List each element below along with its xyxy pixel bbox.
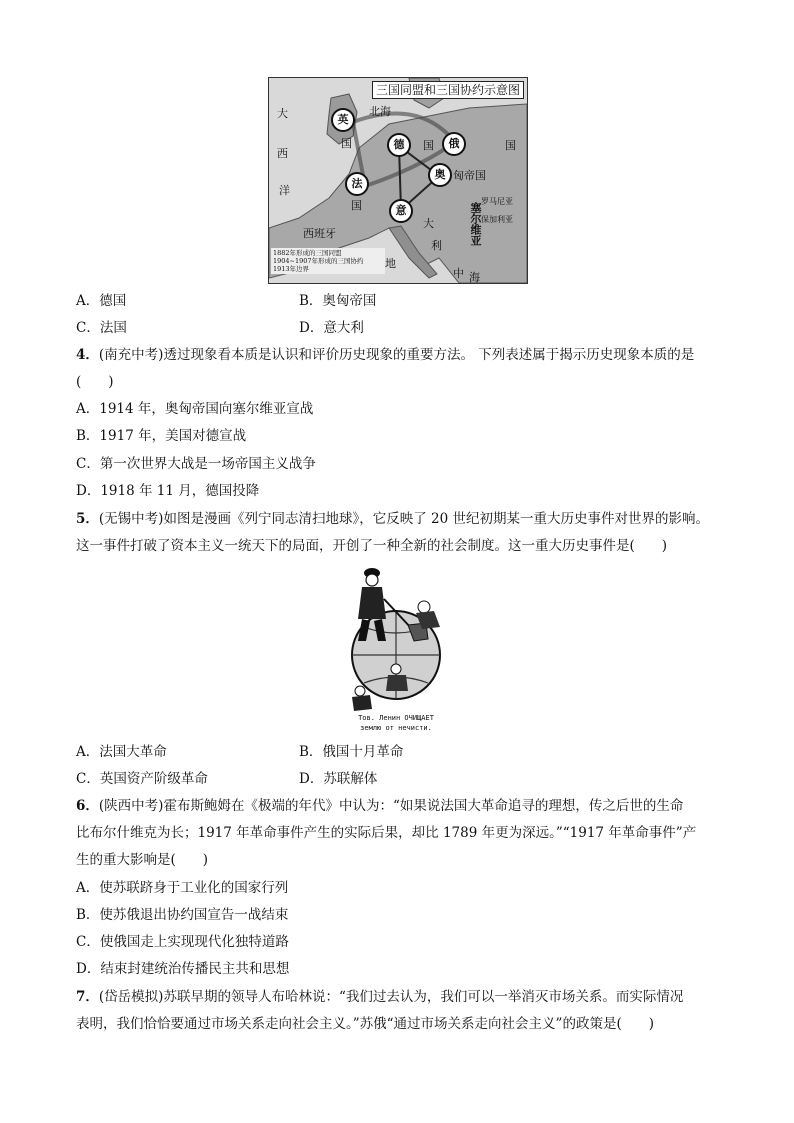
q6-option-a[interactable]: A．使苏联跻身于工业化的国家行列: [76, 880, 289, 896]
q7-stem-text: (岱岳模拟)苏联早期的领导人布哈林说：“我们过去认为，我们可以一举消灭市场关系。而实际情况: [98, 989, 684, 1005]
q6-option-b[interactable]: B．使苏俄退出协约国宣告一战结束: [76, 907, 289, 923]
q3-option-a[interactable]: A．德国: [76, 293, 127, 309]
alliance-map-figure: [268, 77, 528, 284]
q5-option-a[interactable]: A．法国大革命: [76, 744, 167, 760]
map-label-da: 大: [277, 107, 288, 120]
north-sea-label: 北海: [369, 105, 391, 118]
cartoon-caption-line1: Тов. Ленин ОЧИЩАЕТ: [358, 714, 434, 722]
italy-marker: 意: [389, 199, 413, 223]
russia-marker: 俄: [442, 132, 466, 156]
map-label-romania: 罗马尼亚: [481, 197, 513, 206]
q6-stem-text: (陕西中考)霍布斯鲍姆在《极端的年代》中认为：“如果说法国大革命追寻的理想，传之后世的生命: [98, 798, 684, 814]
q7-stem-line2: 表明，我们恰恰要通过市场关系走向社会主义。”苏俄“通过市场关系走向社会主义”的政策是( ): [76, 1016, 654, 1032]
q5-stem-line1: [76, 510, 709, 528]
map-label-zhong: 中: [453, 267, 464, 280]
map-label-di: 地: [385, 257, 396, 270]
britain-marker: 英: [331, 108, 355, 132]
cartoon-caption-line2: землю от нечисти.: [360, 724, 432, 732]
q3-option-d[interactable]: D．意大利: [299, 320, 364, 336]
q6-option-c[interactable]: C．使俄国走上实现现代化独特道路: [76, 934, 289, 950]
map-label-hai: 海: [469, 271, 480, 284]
q5-option-d[interactable]: D．苏联解体: [299, 771, 378, 787]
legend-item: 1904~1907年形成的三国协约: [273, 257, 364, 265]
map-legend: [271, 248, 385, 274]
france-marker: 法: [345, 172, 369, 196]
q4-number: 4．: [76, 347, 99, 363]
map-label-austria-hungary: 匈帝国: [453, 169, 486, 182]
legend-item: 1913年边界: [273, 265, 310, 273]
q6-stem-line3: 生的重大影响是( ): [76, 852, 209, 868]
map-title: 三国同盟和三国协约示意图: [372, 81, 524, 99]
q6-number: 6．: [76, 798, 99, 814]
q4-stem-text: (南充中考)透过现象看本质是认识和评价历史现象的重要方法。 下列表述属于揭示历史现象本质的是: [98, 347, 695, 363]
germany-marker: 德: [387, 133, 411, 157]
map-label-bulgaria: 保加利亚: [481, 215, 513, 224]
q4-stem-line2: ( ): [76, 374, 114, 390]
map-label-guo-germany: 国: [423, 139, 434, 152]
austria-marker: 奥: [428, 163, 452, 187]
lenin-cartoon-figure: [344, 563, 448, 735]
legend-item: 1882年形成的三国同盟: [273, 249, 342, 257]
q3-option-c[interactable]: C．法国: [76, 320, 127, 336]
q6-stem-line1: [76, 797, 683, 815]
q3-option-b[interactable]: B．奥匈帝国: [299, 293, 377, 309]
map-label-guo-russia: 国: [505, 139, 516, 152]
q5-stem-line2: 这一事件打破了资本主义一统天下的局面，开创了一种全新的社会制度。这一重大历史事件是( ): [76, 538, 668, 554]
q5-number: 5．: [76, 511, 99, 527]
q4-option-c[interactable]: C．第一次世界大战是一场帝国主义战争: [76, 456, 316, 472]
q5-option-c[interactable]: C．英国资产阶级革命: [76, 771, 208, 787]
q7-stem-line1: [76, 988, 683, 1006]
q5-option-b[interactable]: B．俄国十月革命: [299, 744, 404, 760]
q4-option-d[interactable]: D．1918 年 11 月，德国投降: [76, 483, 260, 499]
cartoon-drawing: [344, 563, 448, 713]
map-label-guo-britain: 国: [341, 137, 352, 150]
q6-option-d[interactable]: D．结束封建统治传播民主共和思想: [76, 961, 290, 977]
map-label-xi: 西: [277, 147, 288, 160]
map-label-yang: 洋: [279, 184, 290, 197]
map-label-spain: 西班牙: [303, 227, 336, 240]
q4-option-a[interactable]: A．1914 年，奥匈帝国向塞尔维亚宣战: [76, 401, 314, 417]
map-label-serbia: 塞尔维亚: [469, 202, 482, 246]
map-label-li: 利: [431, 239, 442, 252]
q7-number: 7．: [76, 989, 99, 1005]
q4-stem-line1: [76, 346, 694, 364]
map-label-da2: 大: [423, 217, 434, 230]
q5-stem-text: (无锡中考)如图是漫画《列宁同志清扫地球》，它反映了 20 世纪初期某一重大历史事件对世界的影响。: [98, 511, 709, 527]
map-label-guo-france: 国: [351, 199, 362, 212]
q6-stem-line2: 比布尔什维克为长；1917 年革命事件产生的实际后果，却比 1789 年更为深远。”“1917 年革命事件”产: [76, 825, 697, 841]
q4-option-b[interactable]: B．1917 年，美国对德宣战: [76, 428, 247, 444]
